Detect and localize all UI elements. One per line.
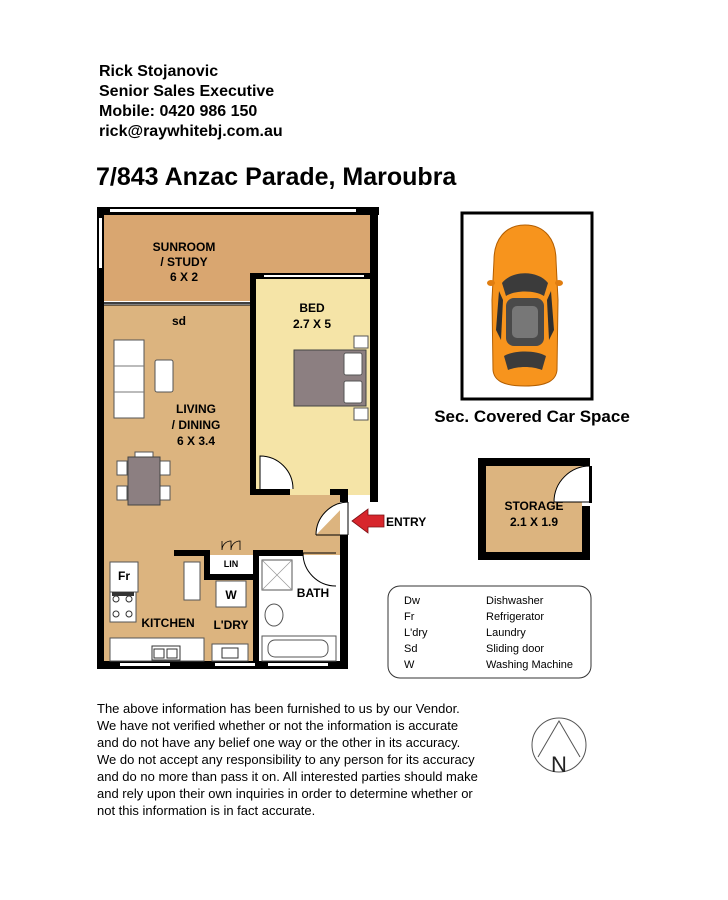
disclaimer-line: We have not verified whether or not the information is accurate [97,718,459,733]
agent-role: Senior Sales Executive [99,83,275,100]
dining-chair [160,486,170,500]
linen-label: LIN [223,559,239,569]
hall-floor [250,495,340,555]
wall-bed-bottom-right [330,489,348,495]
car-icon [487,225,563,386]
wall-entry-bottom [340,535,348,669]
bath-label: BATH [296,586,330,600]
legend-abbr: Dw [404,595,420,607]
living-label: LIVING [175,402,217,416]
legend-meaning: Washing Machine [486,659,574,671]
dining-table [128,457,160,505]
disclaimer-line: and rely upon their own inquiries in order to determine whether or [97,786,473,801]
window-left [99,218,102,268]
sunroom-label-2: / STUDY [160,255,208,269]
window-bed [264,275,364,277]
legend-abbr: L'dry [404,627,428,639]
laundry-label: L'DRY [213,618,249,632]
legend-meaning: Refrigerator [486,611,545,623]
wall-kitchen-top [174,550,204,556]
pillow [344,381,362,403]
legend-meaning: Laundry [486,627,526,639]
window-bottom-3 [268,663,328,666]
living-label-2: / DINING [171,418,221,432]
dining-chair [160,461,170,475]
car-space-label: Sec. Covered Car Space [434,407,630,426]
property-title: 7/843 Anzac Parade, Maroubra [96,163,457,191]
entry-arrow-icon [352,509,384,533]
dining-chair [117,486,127,500]
bedside-table [354,408,368,420]
pillow [344,353,362,375]
coffee-table [155,360,173,392]
legend-abbr: Sd [404,643,418,655]
agent-mobile: Mobile: 0420 986 150 [99,103,258,120]
kitchen-label: KITCHEN [141,616,195,630]
storage-size: 2.1 X 1.9 [509,515,559,529]
agent-email[interactable]: rick@raywhitebj.com.au [99,123,283,140]
disclaimer-line: and do no more than pass it on. All interested parties should make [97,769,478,784]
entry-label: ENTRY [386,515,427,529]
north-compass-icon [532,718,586,777]
legend-abbr: Fr [404,611,415,623]
toilet [265,604,283,626]
wall-right [370,207,378,502]
disclaimer-line: The above information has been furnished to us by our Vendor. [97,701,460,716]
washing-machine-label: W [225,588,237,602]
bedside-table [354,336,368,348]
agent-name: Rick Stojanovic [99,63,219,80]
window-bottom-2 [215,663,255,666]
wall-lin-left [204,550,210,578]
compass-letter: N [551,752,567,777]
disclaimer-line: and do not have any belief one way or the other in its accuracy. [97,735,461,750]
sunroom-size: 6 X 2 [169,270,199,284]
legend-abbr: W [404,659,415,671]
wall-laundry-top [204,574,259,580]
wall-bath-left [253,550,259,661]
wall-left [97,207,104,669]
living-size: 6 X 3.4 [176,434,216,448]
sliding-door-label: sd [171,314,187,328]
bed-label: BED [299,301,325,315]
pantry [184,562,200,600]
legend-meaning: Sliding door [486,643,545,655]
wall-bath-top [253,550,303,556]
window-top [110,209,356,212]
wall-bed-left [250,273,256,495]
bed-size: 2.7 X 5 [292,317,332,331]
sofa [114,340,144,418]
fridge-label: Fr [118,569,130,583]
sunroom-label: SUNROOM [152,240,216,254]
disclaimer-line: not this information is in fact accurate. [97,803,316,818]
wall-bed-bottom-left [250,489,290,495]
disclaimer [97,700,527,819]
storage-label: STORAGE [504,499,564,513]
disclaimer-line: We do not accept any responsibility to any person for its accuracy [97,752,475,767]
window-bottom-1 [120,663,170,666]
legend-meaning: Dishwasher [486,595,544,607]
dining-chair [117,461,127,475]
